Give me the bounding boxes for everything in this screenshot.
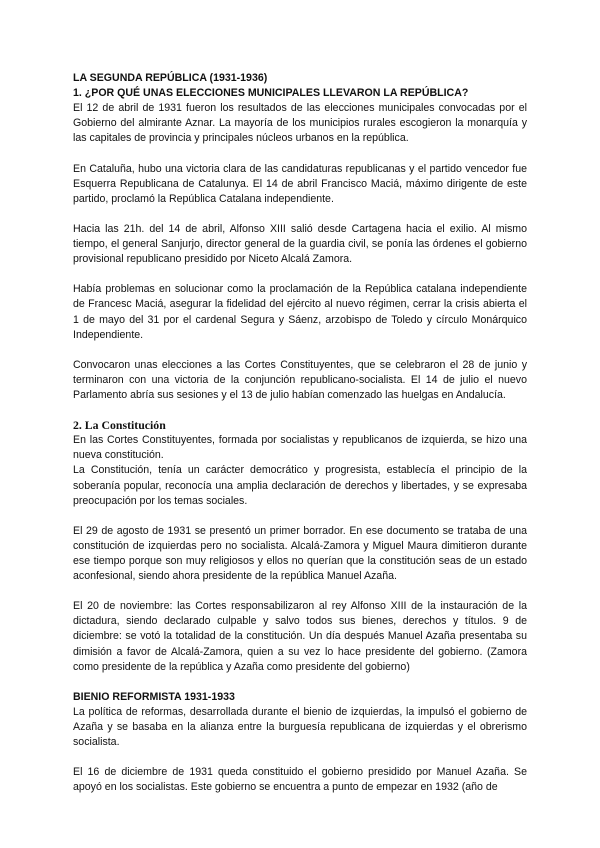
section-2-paragraph: En las Cortes Constituyentes, formada por socialistas y republicanos de izquierda, se hizo una nueva constitución. [73, 434, 527, 462]
section-1-heading: 1. ¿POR QUÉ UNAS ELECCIONES MUNICIPALES LLEVARON LA REPÚBLICA? [73, 87, 469, 100]
section-1-paragraph: En Cataluña, hubo una victoria clara de las candidaturas republicanas y el partido vencedor fue Esquerra Republicana de Catalunya. El 14 de abril Francisco Maciá, máximo dirigente de este partido, proclamó la República Catalana independiente. [73, 162, 527, 205]
section-2-paragraph: El 20 de noviembre: las Cortes responsabilizaron al rey Alfonso XIII de la instauración de la dictadura, siendo declarado culpable y salvo todos sus bienes, derechos y títulos. 9 de diciembre: se votó la totalidad de la constitución. Un día después Manuel Azaña presentaba su dimisión a favor de Alcalá-Zamora, quien a su vez lo hace presidente del gobierno. (Zamora como presidente de la república y Azaña como presidente del gobierno) [73, 600, 527, 673]
section-1-paragraph: Hacia las 21h. del 14 de abril, Alfonso XIII salió desde Cartagena hacia el exilio. Al mismo tiempo, el general Sanjurjo, director general de la guardia civil, se ponía las órdenes el gobierno provisional republicano presidido por Niceto Alcalá Zamora. [73, 222, 527, 266]
section-1-paragraph: El 12 de abril de 1931 fueron los resultados de las elecciones municipales convocadas por el Gobierno del almirante Aznar. La mayoría de los municipios rurales escogieron la monarquía y las capitales de provincia y principales núcleos urbanos en la república. [73, 102, 527, 145]
section-3-paragraph: La política de reformas, desarrollada durante el bienio de izquierdas, la impulsó el gobierno de Azaña y se basaba en la alianza entre la burguesía republicana de izquierdas y el obrerismo socialista. [73, 705, 527, 749]
document-title: LA SEGUNDA REPÚBLICA (1931-1936) [73, 72, 268, 84]
section-1-paragraph: Convocaron unas elecciones a las Cortes Constituyentes, que se celebraron el 28 de junio y terminaron con una victoria de la conjunción republicano-socialista. El 14 de julio el nuevo Parlamento abría sus sesiones y el 13 de julio habían comenzado las huelgas en Andalucía. [73, 358, 527, 401]
section-1-paragraph: Había problemas en solucionar como la proclamación de la República catalana independiente de Francesc Maciá, asegurar la fidelidad del ejército al nuevo régimen, cerrar la crisis abierta el 1 de mayo del 31 por el cardenal Segura y Sáenz, arzobispo de Toledo y círculo Monárquico Independiente. [73, 283, 527, 341]
section-3-heading: BIENIO REFORMISTA 1931-1933 [73, 690, 235, 703]
section-2-paragraph: La Constitución, tenía un carácter democrático y progresista, establecía el principio de la soberanía popular, reconocía una amplia declaración de derechos y libertades, y se expresaba preocupación por los temas sociales. [73, 464, 527, 507]
section-2-paragraph: El 29 de agosto de 1931 se presentó un primer borrador. En ese documento se trataba de una constitución de izquierdas pero no socialista. Alcalá-Zamora y Miguel Maura dimitieron durante ese tiempo porque son muy religiosos y ellos no querían que la constitución seas de un estado aconfesional, siendo ahora presidente de la república Manuel Azaña. [73, 524, 527, 583]
section-2-heading: 2. La Constitución [73, 418, 166, 433]
section-3-paragraph: El 16 de diciembre de 1931 queda constituido el gobierno presidido por Manuel Azaña. Se apoyó en los socialistas. Este gobierno se encuentra a punto de empezar en 1932 (año de [73, 766, 527, 794]
